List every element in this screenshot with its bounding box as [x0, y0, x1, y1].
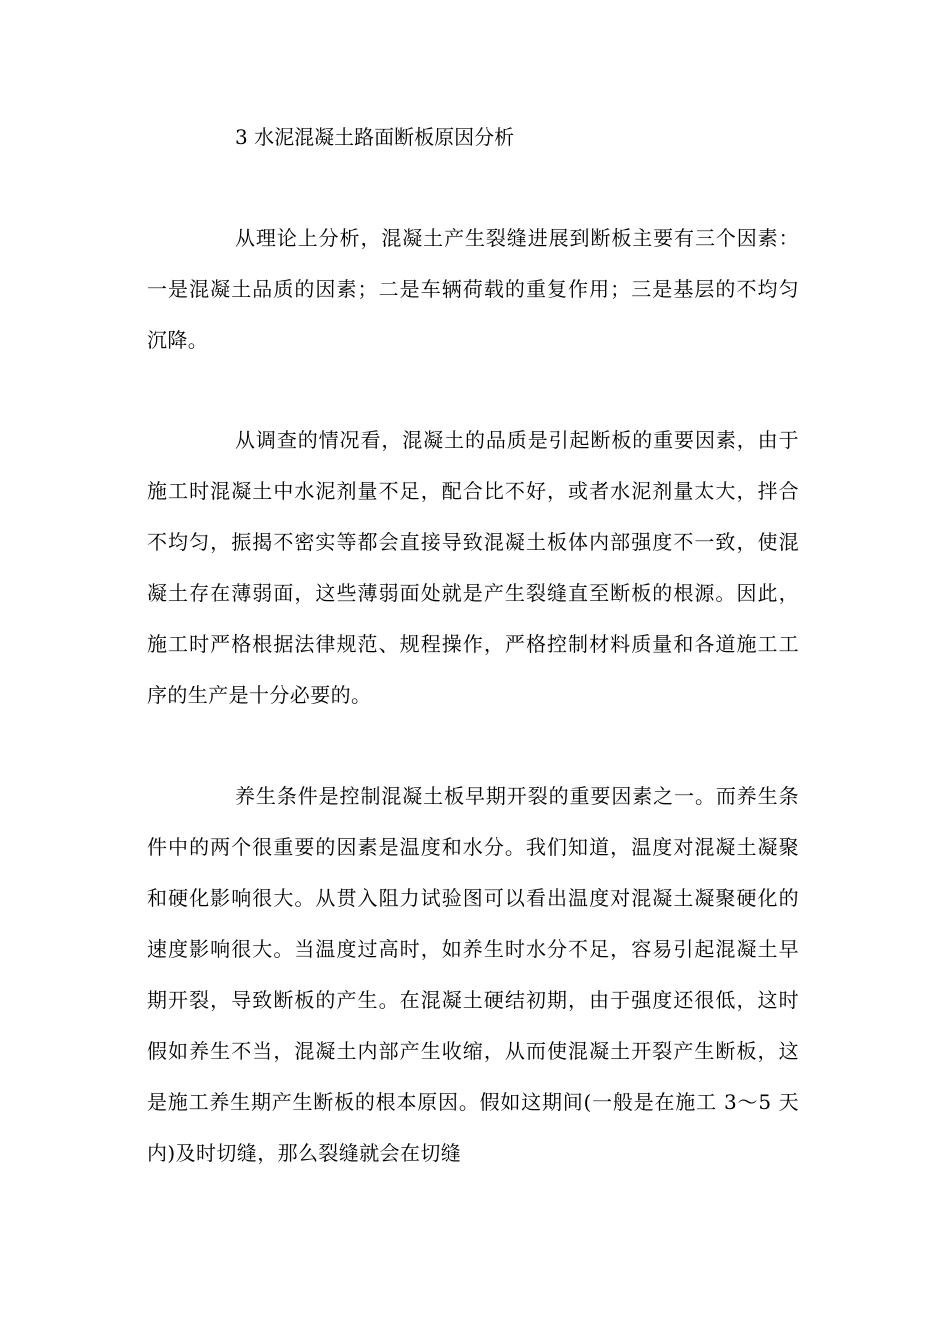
paragraph-curing: 养生条件是控制混凝土板早期开裂的重要因素之一。而养生条件中的两个很重要的因素是温度和水分。我们知道，温度对混凝土凝聚和硬化影响很大。从贯入阻力试验图可以看出温度对混凝土凝聚硬化的速度影响很大。当温度过高时，如养生时水分不足，容易引起混凝土早期开裂，导致断板的产生。在混凝土硬结初期，由于强度还很低，这时假如养生不当，混凝土内部产生收缩，从而使混凝土开裂产生断板，这是施工养生期产生断板的根本原因。假如这期间(一般是在施工 3～5 天内)及时切缝，那么裂缝就会在切缝 [147, 784, 799, 1165]
paragraph-investigation: 从调查的情况看，混凝土的品质是引起断板的重要因素，由于施工时混凝土中水泥剂量不足，配合比不好，或者水泥剂量太大，拌合不均匀，振揭不密实等都会直接导致混凝土板体内部强度不一致，使混凝土存在薄弱面，这些薄弱面处就是产生裂缝直至断板的根源。因此，施工时严格根据法律规范、规程操作，严格控制材料质量和各道施工工序的生产是十分必要的。 [147, 428, 799, 707]
section-heading: 3 水泥混凝土路面断板原因分析 [235, 125, 515, 149]
paragraph-theory: 从理论上分析，混凝土产生裂缝进展到断板主要有三个因素：一是混凝土品质的因素；二是车辆荷载的重复作用；三是基层的不均匀沉降。 [147, 226, 799, 352]
